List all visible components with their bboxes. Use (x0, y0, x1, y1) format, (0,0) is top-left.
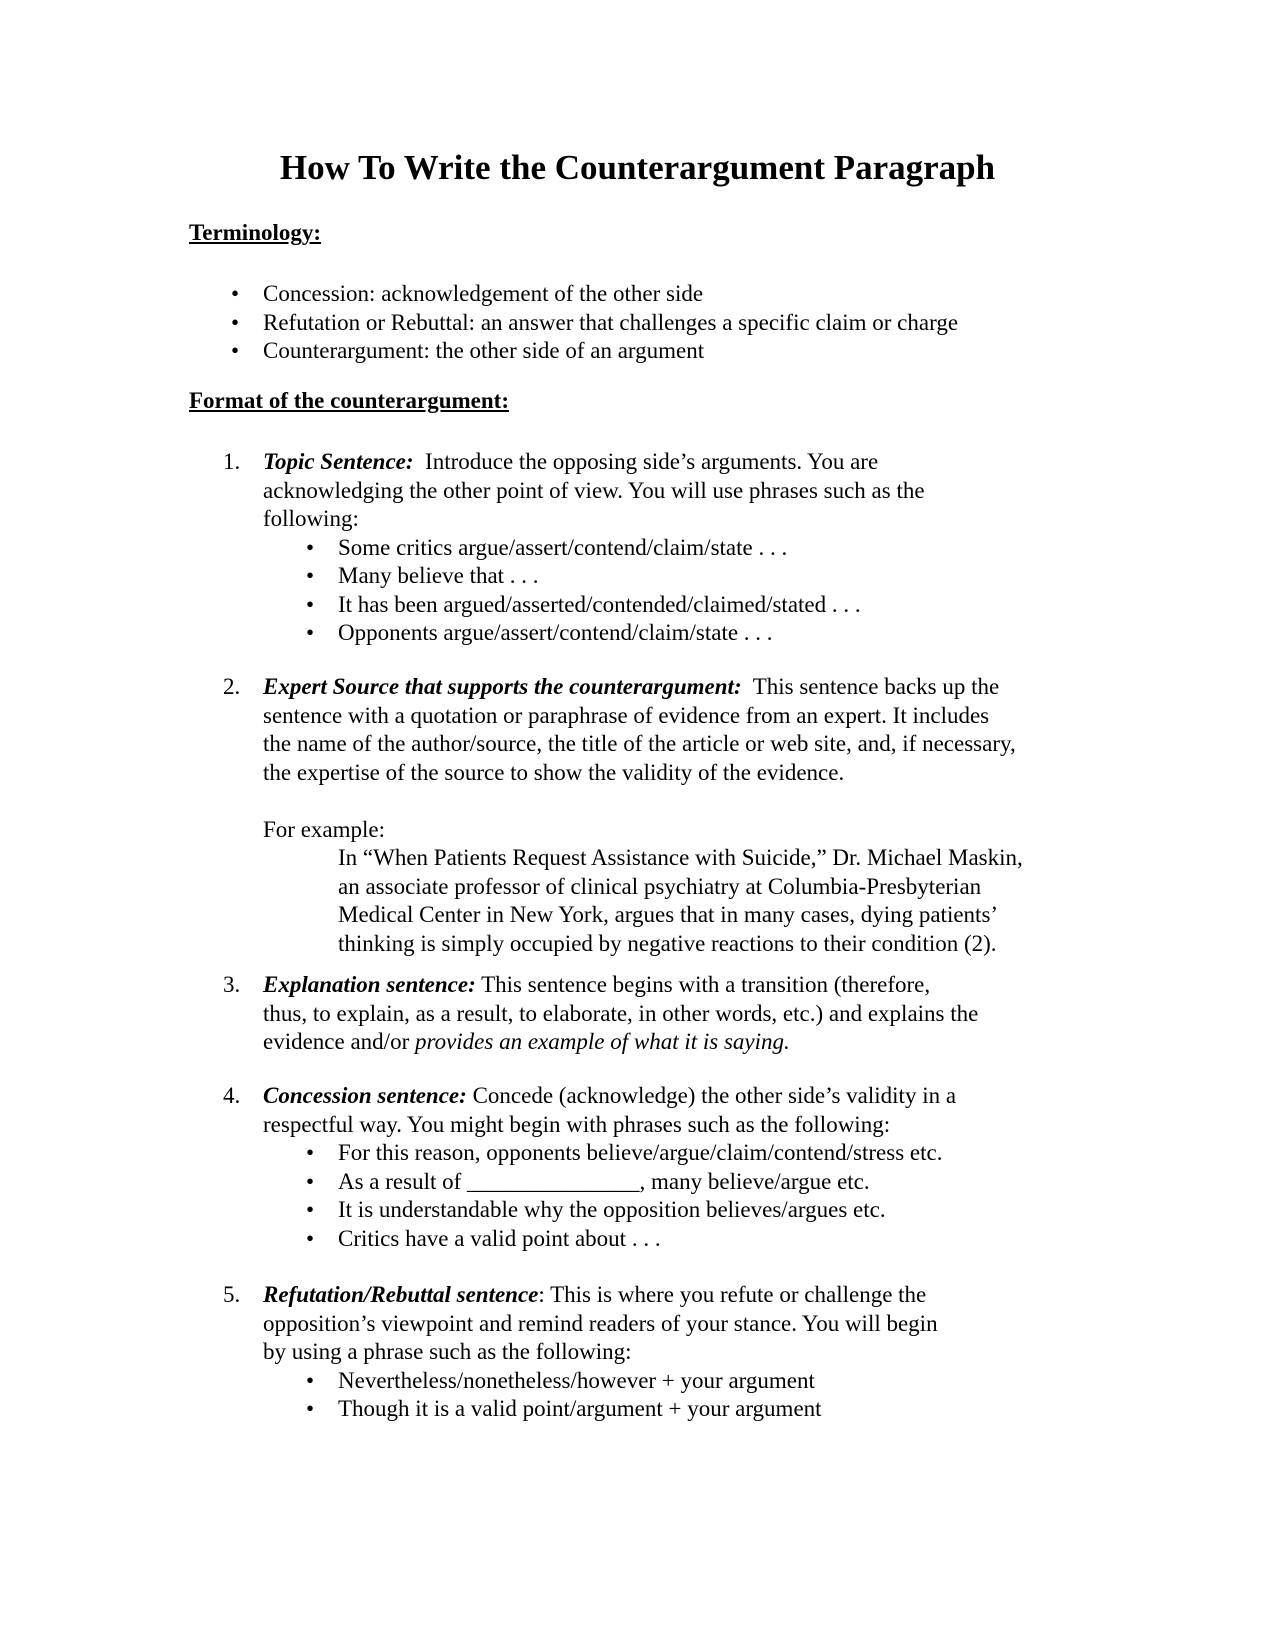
list-item: • Many believe that . . . (338, 562, 1093, 591)
bullet-icon: • (305, 620, 315, 645)
step-lead: Expert Source that supports the counterargument: (263, 674, 742, 699)
list-item: • Though it is a valid point/argument + your argument (338, 1395, 1093, 1424)
list-item: • Nevertheless/nonetheless/however + your argument (338, 1367, 1093, 1396)
step-number: 5. (223, 1282, 241, 1307)
step-topic-sentence: 1. Topic Sentence: Introduce the opposing side’s arguments. You are acknowledging the other point of view. You will use phrases such as the following: • Some critics argue/assert/contend/claim/state . . . • Many believe that . . . • It has been argued/asserted/contended/claimed/stated . . . • Opponents argue/assert/contend/claim/state . . . (263, 448, 1093, 648)
list-item: • For this reason, opponents believe/argue/claim/contend/stress etc. (338, 1139, 1093, 1168)
bullet-icon: • (305, 1396, 315, 1421)
list-item: • It has been argued/asserted/contended/claimed/stated . . . (338, 591, 1093, 620)
list-item: • As a result of _______________, many believe/argue etc. (338, 1168, 1093, 1197)
bullet-icon: • (305, 1367, 315, 1393)
step-refutation: 5. Refutation/Rebuttal sentence: This is where you refute or challenge the opposition’s viewpoint and remind readers of your stance. You will begin by using a phrase such as the following: • Nevertheless/nonetheless/however + your argument • Though it is a valid point/argument + your argument (263, 1281, 1093, 1424)
list-item: • Opponents argue/assert/contend/claim/state . . . (338, 619, 1093, 648)
example-quote: In “When Patients Request Assistance with Suicide,” Dr. Michael Maskin, an associate professor of clinical psychiatry at Columbia-Presbyterian Medical Center in New York, argues that in many cases, dying patients’ thinking is simply occupied by negative reactions to their condition (2). (338, 845, 1023, 956)
bullet-icon: • (305, 563, 315, 588)
step-number: 1. (223, 449, 241, 474)
list-item: • Concession: acknowledgement of the other side (263, 280, 1163, 309)
step-expert-source: 2. Expert Source that supports the counterargument: This sentence backs up the sentence with a quotation or paraphrase of evidence from an expert. It includes the name of the author/source, the title of the article or web site, and, if necessary, the expertise of the source to show the validity of the evidence. For example: In “When Patients Request Assistance with Suicide,” Dr. Michael Maskin, an associate professor of clinical psychiatry at Columbia-Presbyterian Medical Center in New York, argues that in many cases, dying patients’ thinking is simply occupied by negative reactions to their condition (2). (263, 673, 1093, 958)
bullet-icon: • (305, 1140, 315, 1165)
bullet-icon: • (305, 1168, 315, 1194)
phrase-list (305, 1139, 1093, 1253)
list-item: • Critics have a valid point about . . . (338, 1225, 1093, 1254)
bullet-icon: • (305, 1197, 315, 1222)
step-number: 4. (223, 1083, 241, 1108)
step-lead: Concession sentence: (263, 1083, 467, 1108)
bullet-icon: • (305, 1225, 315, 1251)
phrase-list (305, 1367, 1093, 1424)
step-lead: Explanation sentence: (263, 972, 476, 997)
list-item: • It is understandable why the opposition believes/argues etc. (338, 1196, 1093, 1225)
terminology-list (230, 280, 1163, 366)
page-title: How To Write the Counterargument Paragraph (279, 148, 996, 187)
bullet-icon: • (230, 338, 240, 363)
list-item: • Counterargument: the other side of an argument (263, 337, 1163, 366)
terminology-heading: Terminology: (189, 220, 322, 245)
step-concession: 4. Concession sentence: Concede (acknowledge) the other side’s validity in a respectful way. You might begin with phrases such as the following: • For this reason, opponents believe/argue/claim/contend/stress etc. • As a result of _______________, many believe/argue etc. • It is understandable why the opposition believes/argues etc. • Critics have a valid point about . . . (263, 1082, 1093, 1253)
step-explanation: 3. Explanation sentence: This sentence begins with a transition (therefore, thus, to explain, as a result, to elaborate, in other words, etc.) and explains the evidence and/or provides an example of what it is saying. (223, 972, 979, 1054)
step-lead: Topic Sentence: (263, 449, 414, 474)
list-item: • Some critics argue/assert/contend/claim/state . . . (338, 534, 1093, 563)
example-label: For example: (263, 816, 385, 842)
bullet-icon: • (230, 281, 240, 306)
bullet-icon: • (305, 534, 315, 560)
format-heading: Format of the counterargument: (189, 388, 509, 413)
step-lead: Refutation/Rebuttal sentence (263, 1282, 539, 1307)
bullet-icon: • (305, 591, 315, 617)
bullet-icon: • (230, 309, 240, 335)
step-number: 3. (223, 972, 241, 997)
list-item: • Refutation or Rebuttal: an answer that challenges a specific claim or charge (263, 309, 1163, 338)
step-number: 2. (223, 674, 241, 699)
